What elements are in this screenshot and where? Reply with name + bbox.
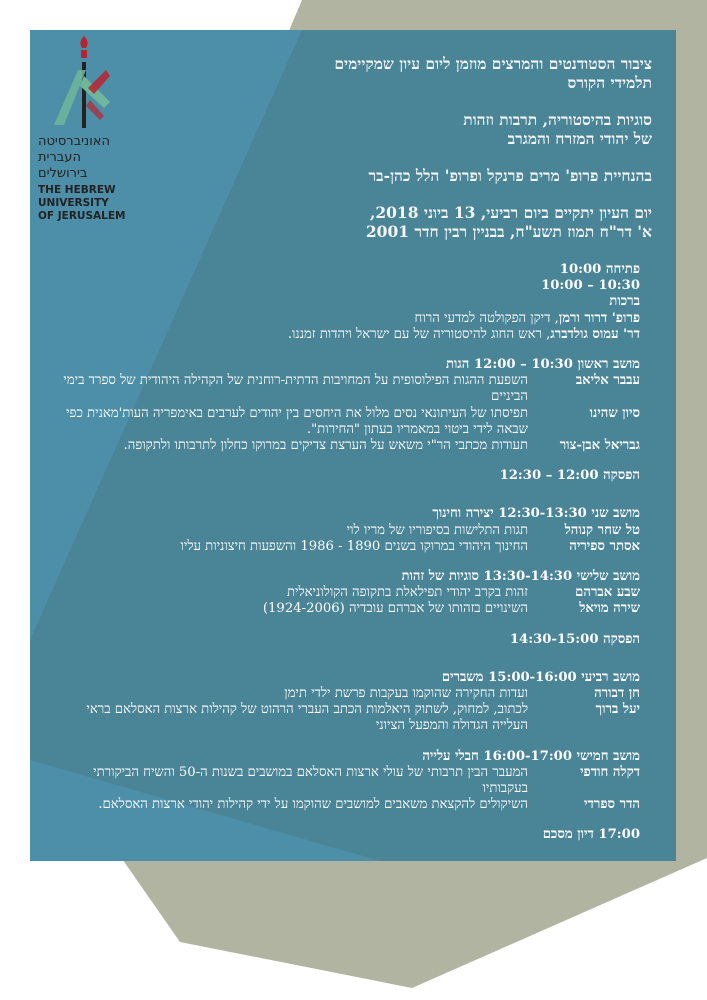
talk-title: השינויים בזהותו של אברהם עובדיה (1924-2006) [262,601,528,617]
talk-row [60,406,640,438]
talk-speaker: גבריאל אבן-צור [559,438,640,454]
closing-discussion: 17:00 דיון מסכם [542,827,640,843]
topic-line: סוגיות בהיסטוריה, תרבות וזהות [463,110,652,129]
talk-title: לכתוב, למחוק, לשתוק היאלמות הכתב העברי הרהוט של קהילות ארצות האסלאם בראי העלייה הגדולה והמפעל הציוני [86,702,528,734]
talk-speaker: חן דבורה [594,686,640,702]
talk-row [60,539,640,555]
session-1 [60,357,640,454]
talk-title: החינוך היהודי במרוקו בשנים 1890 - 1986 והשפעות חיצוניות עליו [180,538,528,554]
session-title: מושב חמישי 16:00-17:00 חבלי עלייה [422,748,640,764]
talk-title: המעבר הבין תרבותי של עולי ארצות האסלאם במושבים בשנות ה-50 והשיח הביקורתי בעקבותיו [93,764,528,797]
speaker-name: דר' עמוס גולדברג [550,326,640,342]
supervision-line: בהנחיית פרופ' מרים פרנקל ופרופ' הלל כהן-בר [368,166,652,185]
talk-row [60,373,640,405]
talk-row [60,438,640,454]
session-2 [60,506,640,555]
logo-hebrew-line: האוניברסיטה [38,134,110,149]
talk-row [60,523,640,539]
talk-speaker: שירה מויאל [579,601,640,617]
session-5 [60,749,640,814]
logo-english-line: OF JERUSALEM [38,210,126,222]
talk-speaker: יעל ברוך [595,702,640,718]
opening-section [60,262,640,343]
talk-row [60,797,640,813]
talk-title: השיקולים להקצאת משאבים למושבים שהוקמו על ידי קהילות יהודי ארצות האסלאם. [98,797,528,813]
greetings-label: ברכות [609,294,640,310]
greeting-speaker [60,311,640,327]
date-line: א' דר"ח תמוז תשע"ח, בבניין רבין חדר 2001 [365,222,652,241]
talk-title: ועדות החקירה שהוקמו בעקבות פרשת ילדי תימן [284,686,528,702]
talk-row [60,686,640,702]
talk-speaker: סיון שהינו [589,405,640,421]
talk-speaker: שבע אברהם [575,585,640,601]
logo-english-line: UNIVERSITY [38,197,109,209]
invitation-line: ציבור הסטודנטים והמרצים מוזמן ליום עיון שמקיימים [334,54,652,73]
speaker-role: , דיקן הפקולטה למדעי הרוח [414,310,559,326]
opening-title: פתיחה 10:00 [559,262,640,277]
talk-title: תפיסתו של העיתונאי נסים מלול את היחסים בין יהודים לערבים באימפריה העות'מאנית כפי שבאה לידי ביטוי במאמריו בעתון "החירות". [66,405,528,437]
talk-title: השפעת ההגות הפילוסופית על המחויבות הדתית-רוחנית של הקהילה היהודית של ספרד בימי הביניים [63,373,528,405]
talk-speaker: טל שחר קנוהל [564,522,640,538]
logo-hebrew-line: בירושלים [38,166,88,181]
opening-time: 10:30 – 10:00 [541,278,640,294]
session-title: מושב ראשון 10:30 – 12:00 הגות [446,357,640,373]
talk-speaker: עבבר אליאב [575,373,640,389]
talk-title: תעודות מכתבי הר"י משאש על הערצת צדיקים במרוקו כחלון לתרבותו ולתקופה. [123,438,528,454]
talk-row [60,702,640,734]
logo-english-line: THE HEBREW [38,184,116,196]
speaker-role: , ראש החוג להיסטוריה של עם ישראל ויהדות זמננו. [287,326,551,342]
talk-speaker: דקלה חודפי [580,764,640,780]
break-label: הפסקה 12:00 – 12:30 [499,468,640,484]
greeting-speaker [60,327,640,343]
break-label: הפסקה 14:30-15:00 [509,631,640,647]
talk-title: תגות התלישות בסיפוריו של מריו לוי [346,522,528,538]
session-4 [60,670,640,735]
talk-title: זהות בקרב יהודי תפילאלת בתקופה הקולוניאלית [286,585,528,601]
topic-line: של יהודי המזרח והמגרב [507,129,652,148]
talk-row [60,601,640,617]
talk-speaker: אסתר ספיריה [569,538,640,554]
session-title: מושב רביעי 15:00-16:00 משברים [441,669,640,685]
program-schedule [60,262,640,844]
session-title: מושב שני 12:30-13:30 יצירה וחינוך [432,506,640,522]
invitation-line: תלמידי הקורס [567,73,652,92]
session-title: מושב שלישי 13:30-14:30 סוגיות של זהות [401,569,640,585]
session-3 [60,569,640,618]
logo-hebrew-line: העברית [38,150,81,165]
talk-speaker: הדר ספרדי [584,797,640,813]
date-line: יום העיון יתקיים ביום רביעי, 13 ביוני 2018, [369,203,652,222]
speaker-name: פרופ' דרור ורמן [558,310,640,326]
talk-row [60,585,640,601]
talk-row [60,765,640,797]
content-panel [30,30,676,861]
intro-block [192,54,652,241]
